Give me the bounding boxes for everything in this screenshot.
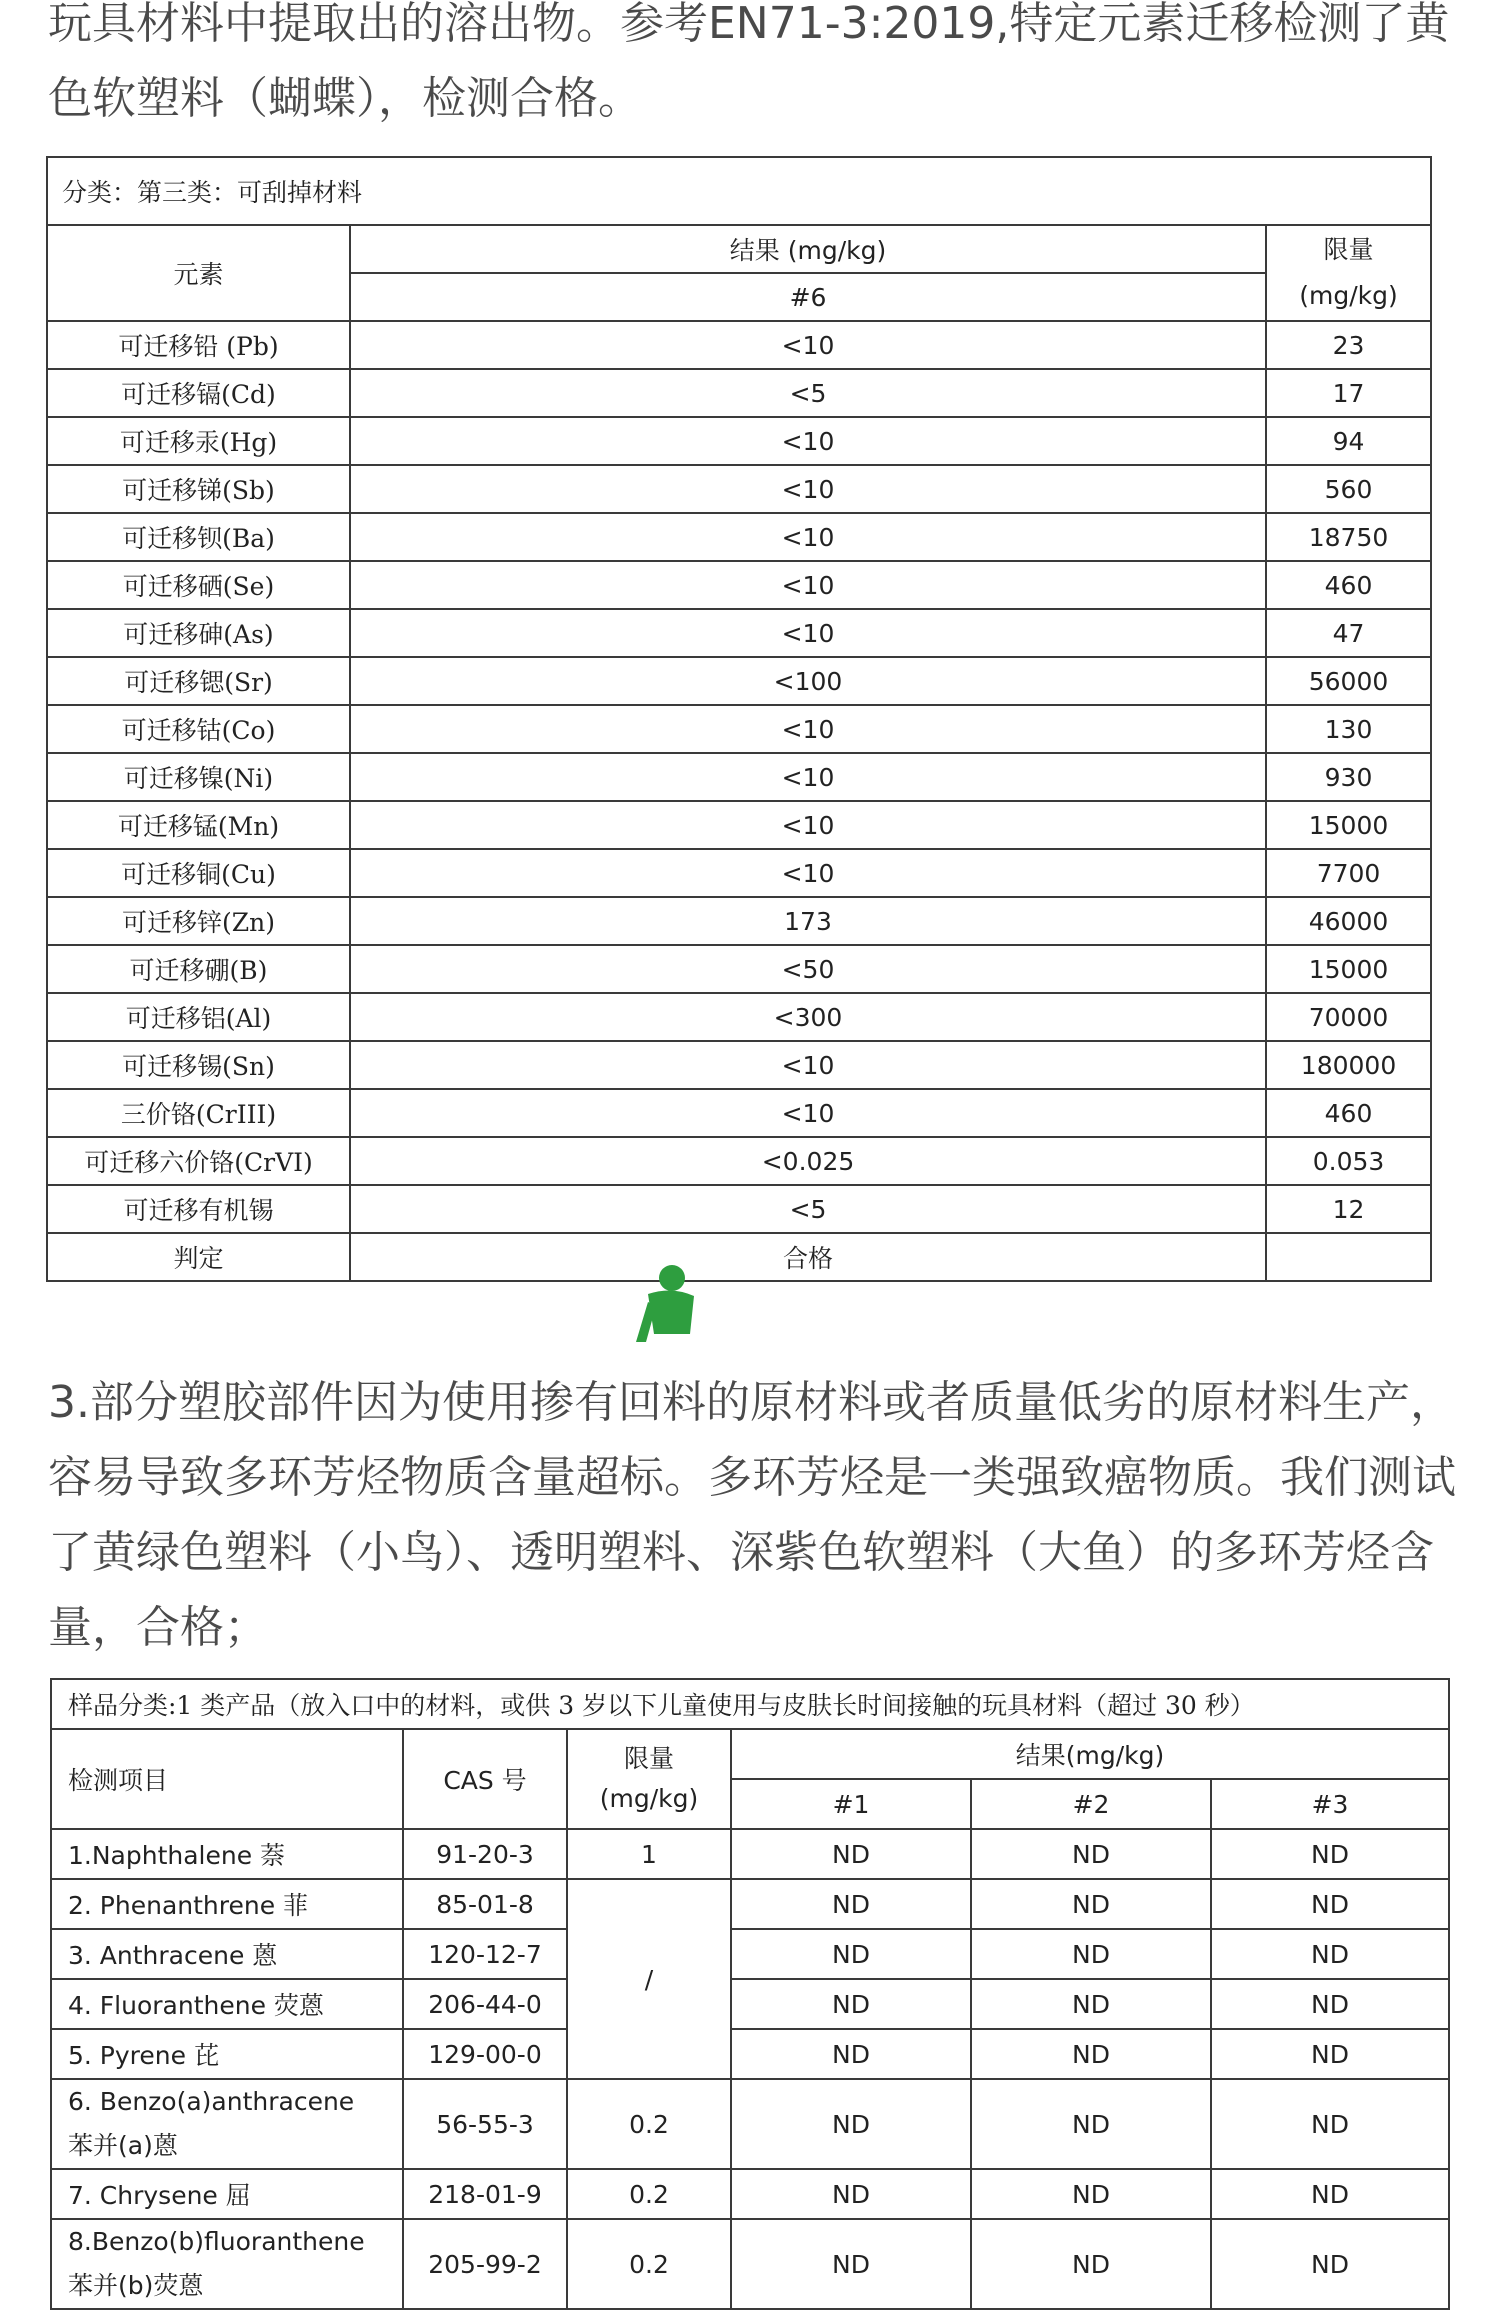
cas-number: 205-99-2	[403, 2219, 567, 2309]
result-sample-1: ND	[731, 1879, 971, 1929]
pah-paragraph: 3.部分塑胶部件因为使用掺有回料的原材料或者质量低劣的原材料生产，容易导致多环芳烃物质含量超标。多环芳烃是一类强致癌物质。我们测试了黄绿色塑料（小鸟）、透明塑料、深紫色软塑料（大鱼）的多环芳烃含量，合格；	[48, 1377, 1456, 1653]
result-sample-2: ND	[971, 2219, 1211, 2309]
result-sample-3: ND	[1211, 1829, 1449, 1879]
table-row	[47, 561, 1431, 609]
header-cas: CAS 号	[403, 1729, 567, 1829]
result-sample-1: ND	[731, 1979, 971, 2029]
header-sample-1: #1	[731, 1779, 971, 1829]
result-sample-1: ND	[731, 2219, 971, 2309]
item-name-line: 7. Chrysene 屈	[68, 2181, 251, 2210]
element-name: 可迁移钴(Co)	[47, 705, 350, 753]
item-name-line: 2. Phenanthrene 菲	[68, 1891, 309, 1920]
element-name: 可迁移锶(Sr)	[47, 657, 350, 705]
element-name: 可迁移镉(Cd)	[47, 369, 350, 417]
header-limit-unit: (mg/kg)	[1299, 281, 1398, 310]
cas-number: 218-01-9	[403, 2169, 567, 2219]
result-sample-2: ND	[971, 1879, 1211, 1929]
limit-value: 1	[567, 1829, 731, 1879]
result-sample-2: ND	[971, 2169, 1211, 2219]
table-row	[47, 609, 1431, 657]
item-name	[51, 2079, 403, 2169]
item-name-line: 1.Naphthalene 萘	[68, 1841, 286, 1870]
result-value: <50	[350, 945, 1266, 993]
result-value: 173	[350, 897, 1266, 945]
result-value: <10	[350, 1089, 1266, 1137]
verdict-value: 合格	[350, 1233, 1266, 1281]
result-value: <10	[350, 609, 1266, 657]
result-value: <10	[350, 1041, 1266, 1089]
header-limit	[1266, 225, 1431, 321]
header-limit	[567, 1729, 731, 1829]
result-sample-3: ND	[1211, 2079, 1449, 2169]
person-figure-icon	[626, 1262, 708, 1342]
intro-paragraph: 玩具材料中提取出的溶出物。参考EN71-3:2019,特定元素迁移检测了黄色软塑料（蝴蝶），检测合格。	[48, 0, 1450, 124]
element-name: 可迁移镍(Ni)	[47, 753, 350, 801]
element-name: 可迁移铜(Cu)	[47, 849, 350, 897]
table-row	[51, 1929, 1449, 1979]
limit-value-merged: /	[567, 1879, 731, 2079]
element-name: 可迁移有机锡	[47, 1185, 350, 1233]
limit-value: 17	[1266, 369, 1431, 417]
result-sample-3: ND	[1211, 1979, 1449, 2029]
item-name	[51, 2169, 403, 2219]
element-name: 可迁移锌(Zn)	[47, 897, 350, 945]
table-row	[47, 705, 1431, 753]
result-value: <10	[350, 561, 1266, 609]
element-name: 可迁移铅 (Pb)	[47, 321, 350, 369]
verdict-row	[47, 1233, 1431, 1281]
table-row	[47, 1089, 1431, 1137]
table-row	[47, 897, 1431, 945]
element-name: 可迁移汞(Hg)	[47, 417, 350, 465]
limit-value: 560	[1266, 465, 1431, 513]
table-row	[51, 1829, 1449, 1879]
item-name	[51, 1829, 403, 1879]
limit-value: 70000	[1266, 993, 1431, 1041]
result-value: <0.025	[350, 1137, 1266, 1185]
result-sample-3: ND	[1211, 2169, 1449, 2219]
table-row	[47, 945, 1431, 993]
table-row	[47, 993, 1431, 1041]
pah-table	[50, 1678, 1450, 2310]
limit-value: 180000	[1266, 1041, 1431, 1089]
item-name-line: 3. Anthracene 蒽	[68, 1941, 278, 1970]
limit-value: 94	[1266, 417, 1431, 465]
element-name: 可迁移锑(Sb)	[47, 465, 350, 513]
header-limit-label: 限量	[1323, 235, 1374, 264]
table-row	[47, 849, 1431, 897]
header-sample-id: #6	[350, 273, 1266, 321]
result-value: <5	[350, 1185, 1266, 1233]
table-row	[47, 369, 1431, 417]
header-sample-2: #2	[971, 1779, 1211, 1829]
table-row	[51, 1979, 1449, 2029]
result-value: <10	[350, 417, 1266, 465]
limit-value: 460	[1266, 561, 1431, 609]
item-name	[51, 1979, 403, 2029]
verdict-limit-empty	[1266, 1233, 1431, 1281]
element-name: 可迁移砷(As)	[47, 609, 350, 657]
header-row-1	[51, 1729, 1449, 1779]
limit-value: 0.2	[567, 2079, 731, 2169]
result-sample-2: ND	[971, 2079, 1211, 2169]
result-value: <10	[350, 705, 1266, 753]
table-row	[51, 2029, 1449, 2079]
limit-value: 130	[1266, 705, 1431, 753]
table-row	[47, 657, 1431, 705]
table-row	[47, 321, 1431, 369]
table-row	[47, 417, 1431, 465]
table-row	[51, 2079, 1449, 2169]
table-row	[47, 801, 1431, 849]
item-name-line: 4. Fluoranthene 荧蒽	[68, 1991, 324, 2020]
item-name	[51, 2029, 403, 2079]
item-name	[51, 2219, 403, 2309]
result-value: <10	[350, 465, 1266, 513]
limit-value: 18750	[1266, 513, 1431, 561]
result-value: <10	[350, 849, 1266, 897]
element-name: 可迁移铝(Al)	[47, 993, 350, 1041]
result-sample-1: ND	[731, 1929, 971, 1979]
item-name-line: 5. Pyrene 芘	[68, 2041, 219, 2070]
limit-value: 7700	[1266, 849, 1431, 897]
category-cell: 分类：第三类：可刮掉材料	[47, 157, 1431, 225]
element-name: 可迁移硼(B)	[47, 945, 350, 993]
table-row	[47, 1137, 1431, 1185]
cas-number: 129-00-0	[403, 2029, 567, 2079]
header-item: 检测项目	[51, 1729, 403, 1829]
cas-number: 56-55-3	[403, 2079, 567, 2169]
category-row	[47, 157, 1431, 225]
result-value: <10	[350, 801, 1266, 849]
limit-value: 0.2	[567, 2219, 731, 2309]
limit-value: 23	[1266, 321, 1431, 369]
result-sample-1: ND	[731, 2169, 971, 2219]
table-row	[51, 1879, 1449, 1929]
header-sample-3: #3	[1211, 1779, 1449, 1829]
limit-value: 460	[1266, 1089, 1431, 1137]
result-sample-2: ND	[971, 1929, 1211, 1979]
table-row	[47, 753, 1431, 801]
header-element: 元素	[47, 225, 350, 321]
result-sample-1: ND	[731, 1829, 971, 1879]
limit-value: 12	[1266, 1185, 1431, 1233]
result-sample-3: ND	[1211, 2029, 1449, 2079]
item-name	[51, 1929, 403, 1979]
result-value: <100	[350, 657, 1266, 705]
pah-rows	[51, 1829, 1449, 2309]
header-result: 结果(mg/kg)	[731, 1729, 1449, 1779]
element-migration-table	[46, 156, 1432, 1282]
limit-value: 15000	[1266, 945, 1431, 993]
table-row	[47, 513, 1431, 561]
element-name: 可迁移锰(Mn)	[47, 801, 350, 849]
item-name-line: 8.Benzo(b)fluoranthene	[68, 2227, 365, 2256]
result-sample-3: ND	[1211, 1929, 1449, 1979]
result-sample-1: ND	[731, 2029, 971, 2079]
table-row	[51, 2219, 1449, 2309]
element-name: 三价铬(CrIII)	[47, 1089, 350, 1137]
verdict-label: 判定	[47, 1233, 350, 1281]
limit-value: 47	[1266, 609, 1431, 657]
result-sample-1: ND	[731, 2079, 971, 2169]
header-limit-unit: (mg/kg)	[599, 1784, 699, 1813]
cas-number: 120-12-7	[403, 1929, 567, 1979]
item-name-line: 6. Benzo(a)anthracene	[68, 2087, 355, 2116]
limit-value: 46000	[1266, 897, 1431, 945]
element-name: 可迁移锡(Sn)	[47, 1041, 350, 1089]
cas-number: 91-20-3	[403, 1829, 567, 1879]
result-value: <300	[350, 993, 1266, 1041]
item-name-chinese: 苯并(b)荧蒽	[68, 2271, 204, 2300]
limit-value: 56000	[1266, 657, 1431, 705]
element-name: 可迁移钡(Ba)	[47, 513, 350, 561]
item-name	[51, 1879, 403, 1929]
result-sample-2: ND	[971, 1829, 1211, 1879]
limit-value: 930	[1266, 753, 1431, 801]
cas-number: 85-01-8	[403, 1879, 567, 1929]
limit-value: 15000	[1266, 801, 1431, 849]
category-cell: 样品分类:1 类产品（放入口中的材料，或供 3 岁以下儿童使用与皮肤长时间接触的玩具材料（超过 30 秒）	[51, 1679, 1449, 1729]
header-limit-label: 限量	[623, 1744, 674, 1773]
table-row	[47, 1185, 1431, 1233]
result-sample-3: ND	[1211, 2219, 1449, 2309]
cas-number: 206-44-0	[403, 1979, 567, 2029]
result-value: <10	[350, 753, 1266, 801]
element-rows	[47, 321, 1431, 1233]
result-sample-3: ND	[1211, 1879, 1449, 1929]
limit-value: 0.053	[1266, 1137, 1431, 1185]
category-row	[51, 1679, 1449, 1729]
limit-value: 0.2	[567, 2169, 731, 2219]
element-name: 可迁移硒(Se)	[47, 561, 350, 609]
table-row	[47, 1041, 1431, 1089]
header-result: 结果 (mg/kg)	[350, 225, 1266, 273]
header-row-1	[47, 225, 1431, 273]
element-name: 可迁移六价铬(CrVI)	[47, 1137, 350, 1185]
result-sample-2: ND	[971, 1979, 1211, 2029]
result-value: <5	[350, 369, 1266, 417]
result-sample-2: ND	[971, 2029, 1211, 2079]
table-row	[47, 465, 1431, 513]
result-value: <10	[350, 321, 1266, 369]
item-name-chinese: 苯并(a)蒽	[68, 2131, 178, 2160]
table-row	[51, 2169, 1449, 2219]
result-value: <10	[350, 513, 1266, 561]
